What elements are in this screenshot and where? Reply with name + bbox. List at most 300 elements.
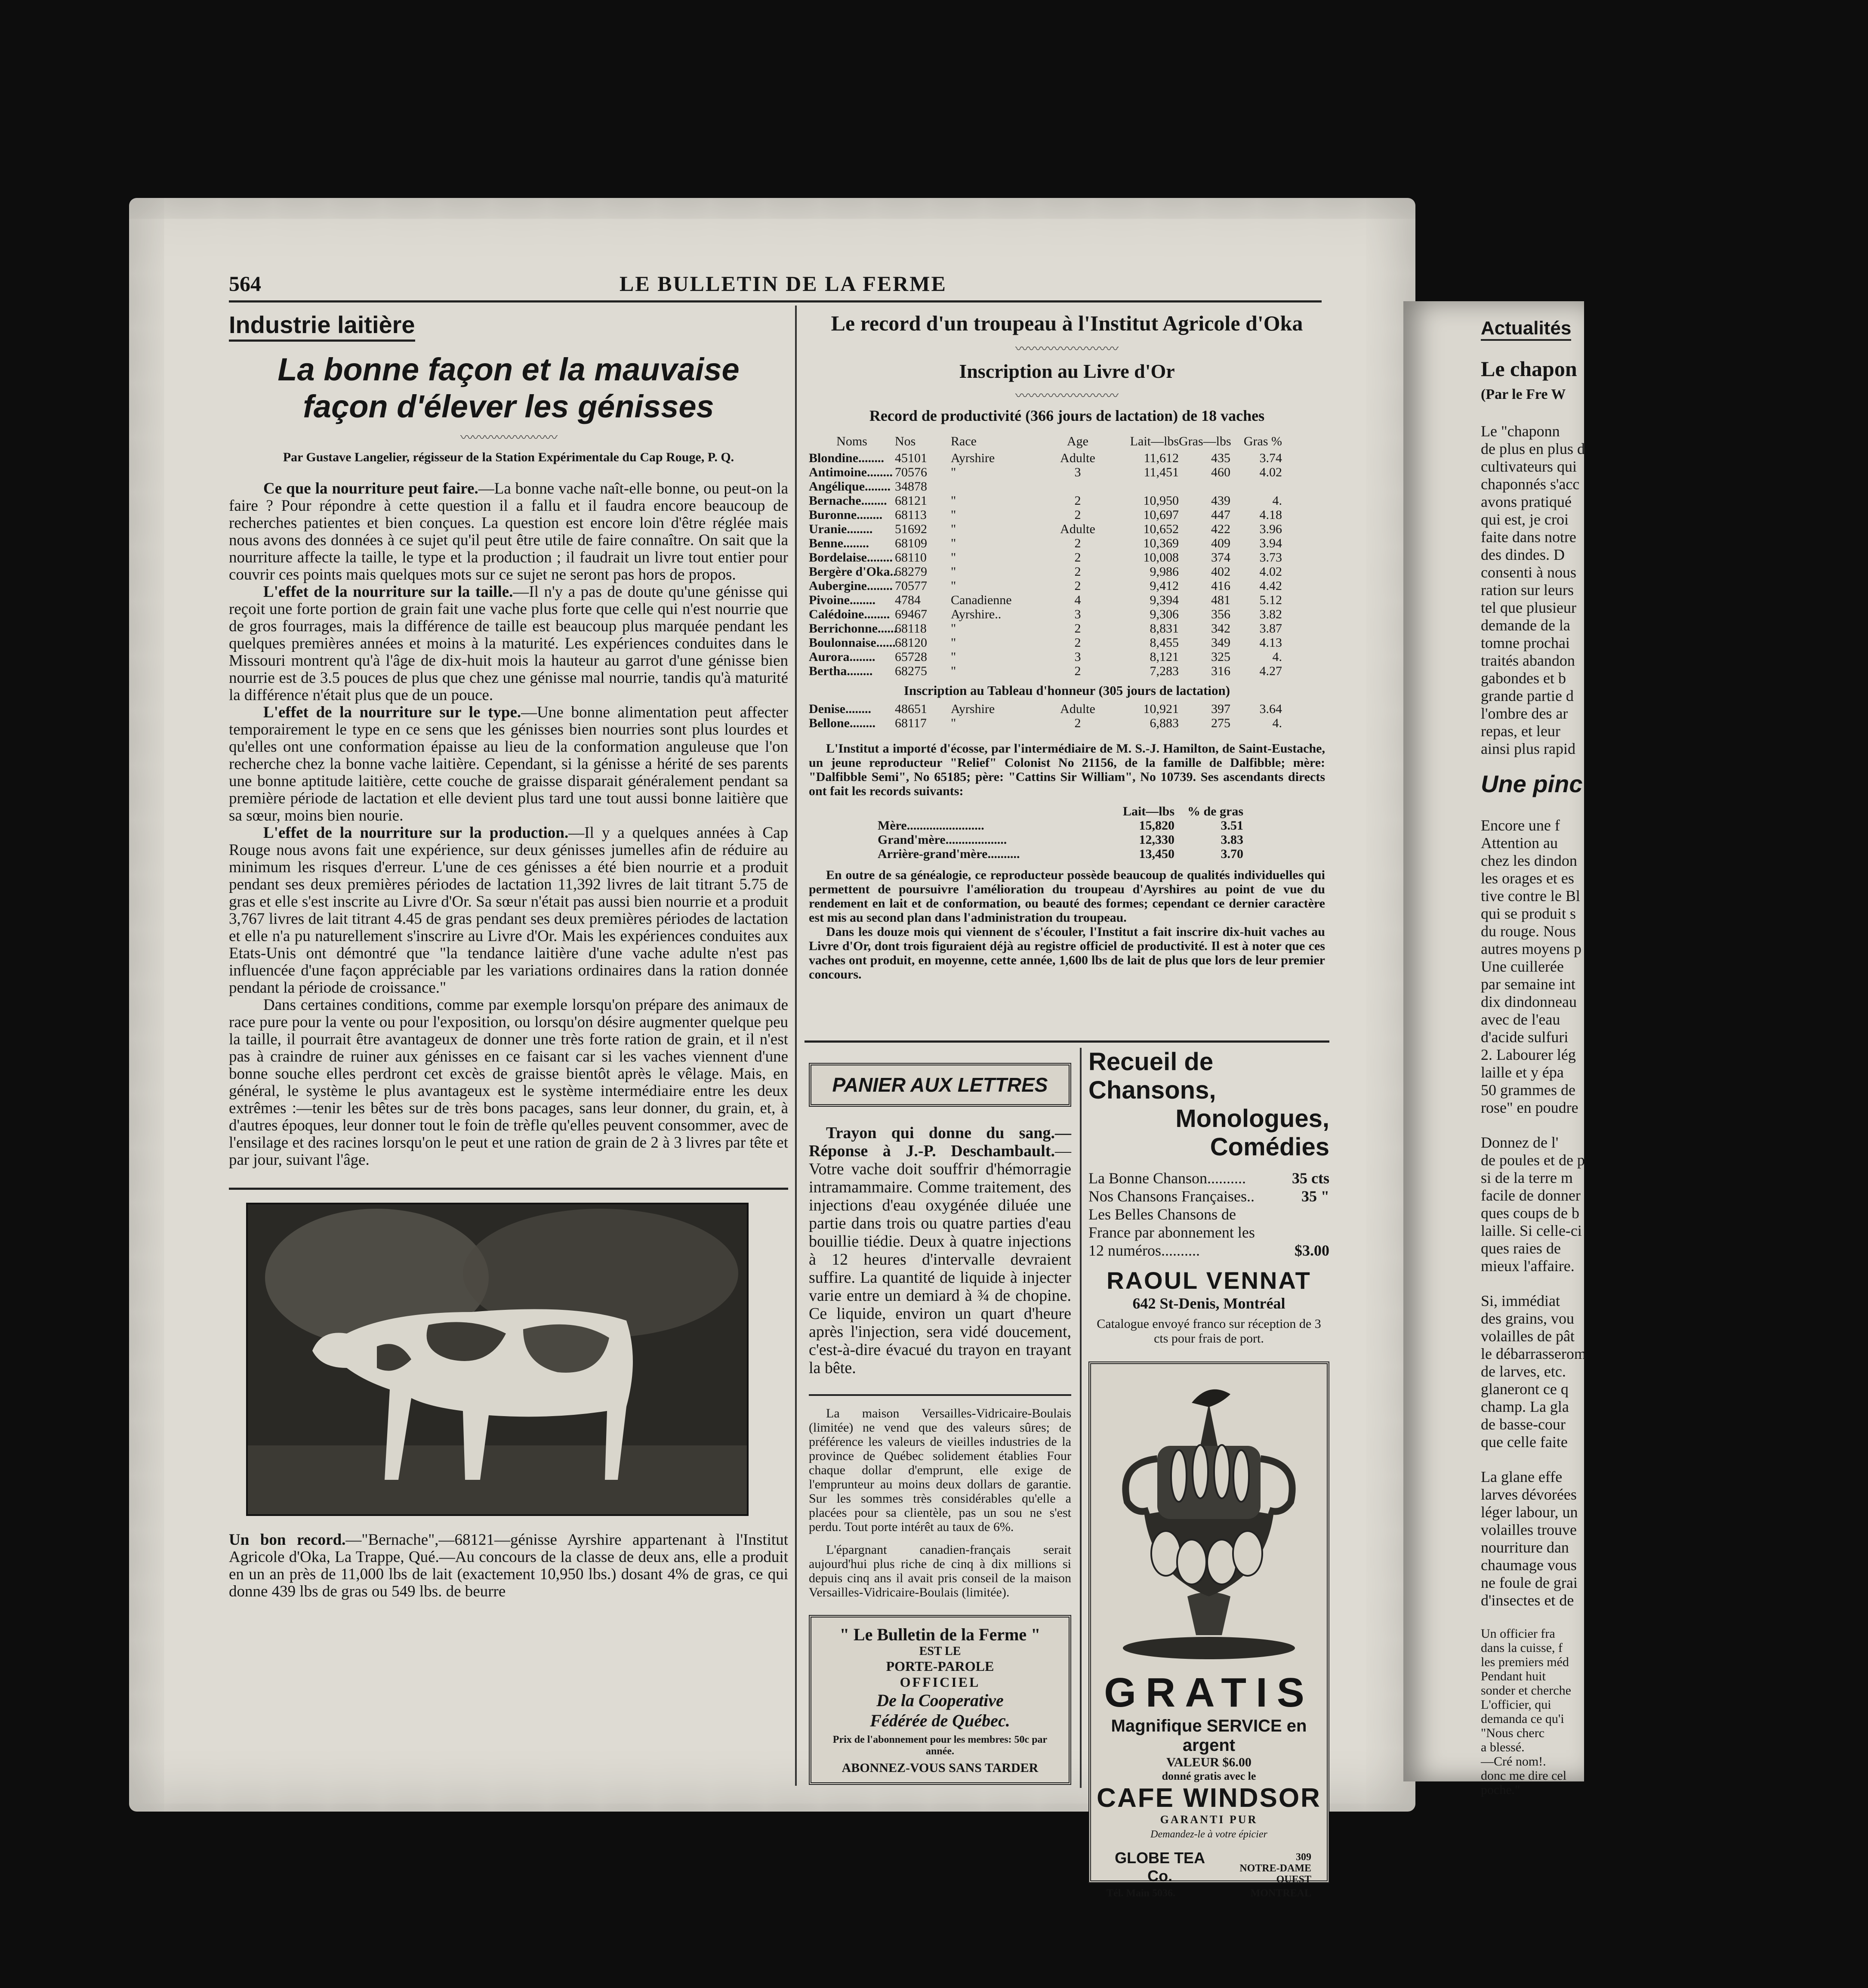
table-cell: Uranie........ xyxy=(809,522,873,536)
text-line: qui est, je croi xyxy=(1481,511,1569,528)
text-line: larves dévorées xyxy=(1481,1486,1577,1503)
table-cell: " xyxy=(951,508,956,522)
table-cell: 6,883 xyxy=(1150,716,1179,730)
table-row xyxy=(809,451,1325,465)
text-line: si de la terre m xyxy=(1481,1169,1573,1186)
windsor-ad xyxy=(1088,1361,1329,1899)
text-line: les premiers méd xyxy=(1481,1655,1569,1669)
table-cell: 4.02 xyxy=(1259,565,1282,579)
table-cell: 409 xyxy=(1211,536,1230,550)
ancestry-cell: Mère........................ xyxy=(878,818,984,833)
table-cell: " xyxy=(951,522,956,536)
table-cell: " xyxy=(951,494,956,508)
text-line: laille. Si celle-ci xyxy=(1481,1222,1582,1239)
table-cell: 2 xyxy=(1074,716,1081,730)
table-cell xyxy=(1179,479,1230,494)
ancestry-rows xyxy=(878,818,1325,861)
table-cell: 9,412 xyxy=(1150,579,1179,593)
table-cell: Bertha........ xyxy=(809,664,873,678)
text-line: poche." xyxy=(1481,1783,1520,1797)
table-cell: 69467 xyxy=(895,607,927,621)
text-line: laille et y épa xyxy=(1481,1064,1564,1081)
headline-line-2: façon d'élever les génisses xyxy=(303,389,714,424)
table-cell: 2 xyxy=(1074,664,1081,678)
table-cell xyxy=(1045,479,1110,494)
silver-service-icon xyxy=(1093,1373,1325,1665)
chansons-title-2: Monologues, Comédies xyxy=(1175,1105,1329,1161)
table-cell: Bordelaise........ xyxy=(809,550,893,565)
table-row xyxy=(809,465,1325,479)
ancestry-cell: 15,820 xyxy=(1139,818,1174,833)
table-cell: 316 xyxy=(1211,664,1230,678)
text-line: autres moyens p xyxy=(1481,940,1581,957)
table-cell: " xyxy=(951,465,956,479)
table-cell: 10,697 xyxy=(1143,508,1179,522)
text-line: L'officier, qui xyxy=(1481,1698,1551,1712)
table-cell: Adulte xyxy=(1060,702,1095,716)
table-cell: 10,008 xyxy=(1143,550,1179,565)
text-line: Donnez de l' xyxy=(1481,1134,1559,1151)
table-cell: 9,986 xyxy=(1150,565,1179,579)
table-cell: Ayrshire.. xyxy=(951,607,1002,621)
table-cell: 11,451 xyxy=(1144,465,1179,479)
text-line: de basse-cour xyxy=(1481,1416,1566,1433)
table-cell: 68121 xyxy=(895,494,927,508)
table-cell: 3 xyxy=(1074,465,1081,479)
paragraph: L'effet de la nourriture sur la production.—Il y a quelques années à Cap Rouge nous avons fait une expérience, sur deux génisses jumelles afin de réduire au minimum les risques d'erreur. L'une de ces génisses a été bien nourrie et a produit pendant ses deux premières périodes de lactation 11,392 livres de lait titrant 5.75 de gras et elle s'est inscrite au Livre d'Or. Sa sœur n'était pas aussi bien nourrie et a produit 3,767 livres de lait titrant 4.45 de gras pendant ses deux premières périodes de lactation et elle n'a pu naturellement s'inscrire au Livre d'Or. Mais les expériences conduites aux Etats-Unis ont démontré que "la tendance laitière d'une vache adulte n'est pas influencée d'une façon appréciable par les variations ordinaires dans la ration donnée pendant la période de croissance." xyxy=(229,824,788,997)
table-body xyxy=(809,451,1325,678)
cow-illustration xyxy=(248,1204,747,1514)
table-cell: 3.64 xyxy=(1259,702,1282,716)
text-line: chaumage vous xyxy=(1481,1556,1577,1574)
table-cell: 68279 xyxy=(895,565,927,579)
table-row xyxy=(809,579,1325,593)
honor-caption: Inscription au Tableau d'honneur (305 jours de lactation) xyxy=(903,683,1230,698)
company-row xyxy=(1091,1840,1327,1885)
panier-column xyxy=(809,1054,1071,1785)
table-cell: 7,283 xyxy=(1150,664,1179,678)
article-headline xyxy=(229,351,788,425)
honor-table-body xyxy=(809,702,1325,730)
facing-byline: (Par le Fre W xyxy=(1481,386,1566,402)
table-cell: 68275 xyxy=(895,664,927,678)
text-line: La glane effe xyxy=(1481,1468,1563,1485)
text-line: de poules et de p xyxy=(1481,1151,1585,1169)
ancestry-cell: 3.51 xyxy=(1221,818,1243,833)
value-line: VALEUR $6.00 xyxy=(1166,1755,1251,1769)
table-cell: 34878 xyxy=(895,479,927,494)
column-divider xyxy=(795,306,797,1786)
text-line: dans la cuisse, f xyxy=(1481,1641,1563,1655)
text-line: d'insectes et de xyxy=(1481,1592,1574,1609)
productivity-table xyxy=(809,434,1325,730)
table-cell: Denise........ xyxy=(809,702,871,716)
chansons-price-list xyxy=(1088,1169,1329,1259)
photo-caption: Un bon record.—"Bernache",—68121—génisse Ayrshire appartenant à l'Institut Agricole d'Oka, La Trappe, Qué.—Au concours de la classe de deux ans, elle a produit en un an près de 11,000 lbs de lait (exactement 10,950 lbs.) dosant 4% de gras, ce qui donne 439 lbs de gras ou 549 lbs. de beurre xyxy=(229,1531,788,1600)
section-label: Industrie laitière xyxy=(229,311,415,342)
ask-line: Demandez-le à votre épicier xyxy=(1150,1829,1267,1840)
text-line: avec de l'eau xyxy=(1481,1011,1560,1028)
text-line: volailles trouve xyxy=(1481,1521,1577,1538)
table-row xyxy=(809,550,1325,565)
text-line: a blessé. xyxy=(1481,1740,1525,1754)
panier-body: Trayon qui donne du sang.—Réponse à J.-P. Deschambault.—Votre vache doit souffrir d'hémorragie intramammaire. Comme traitement, des injections d'eau oxygénée diluée une partie dans trois ou quatre parties d'eau bouillie tiédie. Deux à quatre injections à 12 heures d'intervalle devraient suffire. La quantité de liquide à injecter varie entre un demiard à ¾ de chopine. Ce liquide, environ un quart d'heure après l'injection, sera vidé doucement, c'est-à-dire évacué du trayon en trayant la bête. xyxy=(809,1124,1071,1377)
text-line: ne foule de grai xyxy=(1481,1574,1578,1591)
article-byline: Par Gustave Langelier, régisseur de la Station Expérimentale du Cap Rouge, P. Q. xyxy=(283,450,734,464)
table-cell: 481 xyxy=(1211,593,1230,607)
page-folio: 564 xyxy=(229,272,261,296)
table-cell: 4.42 xyxy=(1259,579,1282,593)
table-cell: 4.27 xyxy=(1259,664,1282,678)
text-line: gabondes et b xyxy=(1481,670,1566,687)
text-line: traités abandon xyxy=(1481,652,1575,669)
newspaper-page xyxy=(129,198,1415,1899)
text-line: tomne prochai xyxy=(1481,634,1570,651)
table-cell: 68109 xyxy=(895,536,927,550)
versailles-notice-1: La maison Versailles-Vidricaire-Boulais (limitée) ne vend que des valeurs sûres; de préférence les valeurs de vieilles industries de la province de Québec solidement établies Four chaque dollar d'emprunt, elle exige de l'emprunteur au moins deux dollars de garantie. Sur les sommes très considérables qu'elle a placées pour sa clientèle, pas un sou ne s'est perdu. Tout porte intérêt au taux de 6%. xyxy=(809,1406,1071,1534)
bulletin-box-line: OFFICIEL xyxy=(900,1674,980,1690)
table-row xyxy=(809,664,1325,678)
text-line: ques raies de xyxy=(1481,1240,1561,1257)
facing-text-block xyxy=(1481,423,1868,758)
facing-text-block xyxy=(1481,817,1868,1117)
table-cell: 397 xyxy=(1211,702,1230,716)
table-cell: 4.13 xyxy=(1259,636,1282,650)
table-cell: 402 xyxy=(1211,565,1230,579)
company-address: 309 NOTRE-DAME OUEST xyxy=(1239,1852,1311,1885)
panier-rule xyxy=(809,1394,1071,1396)
text-line: ques coups de b xyxy=(1481,1204,1579,1222)
service-line: Magnifique SERVICE en argent xyxy=(1111,1716,1307,1755)
ancestry-row xyxy=(878,833,1325,847)
table-cell: 2 xyxy=(1074,636,1081,650)
table-header-row: Noms Nos Race Age Lait—lbs Gras—lbs Gras % xyxy=(836,434,1282,448)
table-cell: 10,950 xyxy=(1143,494,1179,508)
text-line: Si, immédiat xyxy=(1481,1292,1560,1309)
text-line: Un officier fra xyxy=(1481,1627,1555,1641)
text-line: 2. Labourer lég xyxy=(1481,1046,1576,1063)
table-cell: 4. xyxy=(1272,494,1282,508)
price-row: Nos Chansons Françaises.. 35 " xyxy=(1088,1188,1329,1205)
table-cell: 342 xyxy=(1211,621,1230,636)
table-cell xyxy=(1110,479,1179,494)
company-name: GLOBE TEA Co. xyxy=(1115,1849,1205,1885)
table-cell: 9,306 xyxy=(1150,607,1179,621)
table-cell: Benne........ xyxy=(809,536,869,550)
subscribe-call: ABONNEZ-VOUS SANS TARDER xyxy=(842,1761,1039,1775)
table-cell: Boulonnaise...... xyxy=(809,636,896,650)
table-cell: Aubergine........ xyxy=(809,579,893,593)
facing-text-block xyxy=(1481,1292,1868,1451)
versailles-notice-2: L'épargnant canadien-français serait aujourd'hui plus riche de cinq à dix millions si depuis cinq ans il avait pris conseil de la maison Versailles-Vidricaire-Boulais (limitée). xyxy=(809,1543,1071,1599)
ancestry-cell: 3.70 xyxy=(1221,847,1243,861)
table-cell: 460 xyxy=(1211,465,1230,479)
table-cell: Berrichonne...... xyxy=(809,621,897,636)
table-row xyxy=(809,593,1325,607)
table-cell: 4.18 xyxy=(1259,508,1282,522)
table-cell: 2 xyxy=(1074,621,1081,636)
table-cell: 275 xyxy=(1211,716,1230,730)
table-cell: 374 xyxy=(1211,550,1230,565)
table-cell: 422 xyxy=(1211,522,1230,536)
table-cell: 9,394 xyxy=(1150,593,1179,607)
facing-text-block xyxy=(1481,1468,1868,1609)
closing-paragraph-2: Dans les douze mois qui viennent de s'écouler, l'Institut a fait inscrire dix-huit vaches au Livre d'Or, dont trois figuraient déjà au registre officiel de productivité. Il est à noter que ces vaches ont produit, en moyenne, cette année, 1,600 lbs de lait de plus que lors de leur premier concours. xyxy=(809,925,1325,982)
table-cell: 325 xyxy=(1211,650,1230,664)
table-cell: 8,831 xyxy=(1150,621,1179,636)
table-cell: 3.82 xyxy=(1259,607,1282,621)
table-row xyxy=(809,479,1325,494)
chansons-ad xyxy=(1088,1048,1329,1899)
text-line: tive contre le Bl xyxy=(1481,887,1580,904)
bulletin-box xyxy=(809,1615,1071,1785)
table-cell: 2 xyxy=(1074,536,1081,550)
gratis-heading: GRATIS xyxy=(1104,1670,1314,1716)
ancestry-row xyxy=(878,818,1325,833)
oka-title: Le record d'un troupeau à l'Institut Agricole d'Oka xyxy=(831,311,1303,335)
table-cell: 356 xyxy=(1211,607,1230,621)
text-line: —Cré nom!. xyxy=(1481,1754,1546,1769)
facing-text-block xyxy=(1481,1627,1868,1797)
cow-photo xyxy=(246,1203,749,1516)
table-cell: " xyxy=(951,650,956,664)
text-line: Encore une f xyxy=(1481,817,1560,834)
table-cell: " xyxy=(951,550,956,565)
table-cell: 68120 xyxy=(895,636,927,650)
table-cell: 2 xyxy=(1074,508,1081,522)
text-line: qui se produit s xyxy=(1481,905,1576,922)
table-cell: Antimoine........ xyxy=(809,465,893,479)
top-rule xyxy=(229,300,1322,303)
table-cell xyxy=(1230,479,1282,494)
catalogue-note: Catalogue envoyé franco sur réception de 3 cts pour frais de port. xyxy=(1097,1317,1321,1346)
ancestry-header: Lait—lbs % de gras xyxy=(1122,804,1243,818)
table-cell: Adulte xyxy=(1060,522,1095,536)
ancestry-cell: Arrière-grand'mère.......... xyxy=(878,847,1020,861)
text-line: avons pratiqué xyxy=(1481,493,1572,510)
table-cell: Aurora........ xyxy=(809,650,875,664)
table-cell: 45101 xyxy=(895,451,927,465)
table-cell: 447 xyxy=(1211,508,1230,522)
table-cell: " xyxy=(951,536,956,550)
table-cell: 2 xyxy=(1074,550,1081,565)
text-line: "Nous cherc xyxy=(1481,1726,1545,1740)
text-line: chaponnés s'acc xyxy=(1481,475,1580,493)
table-cell: 435 xyxy=(1211,451,1230,465)
paragraph: L'effet de la nourriture sur la taille.—Il n'y a pas de doute qu'une génisse qui reçoit une forte portion de grain fait une vache plus forte que celle qui n'est nourrie que de gros fourrages, mais la différence de taille est beaucoup plus marquée pendant les quelques premières années et moins à la maturité. Les expériences conduites dans le Missouri montrent qu'à l'âge de dix-huit mois la hauteur au garrot d'une génisse bien nourrie est de 3.5 pouces de plus que chez une génisse mal nourrie, tandis qu'à maturité la différence n'était plus que de un pouce. xyxy=(229,583,788,704)
table-cell: 3.74 xyxy=(1259,451,1282,465)
text-line: demande de la xyxy=(1481,617,1570,634)
table-cell: Angélique........ xyxy=(809,479,891,494)
table-cell: 10,652 xyxy=(1143,522,1179,536)
text-line: glaneront ce q xyxy=(1481,1380,1569,1398)
table-cell: " xyxy=(951,716,956,730)
table-cell: 3.94 xyxy=(1259,536,1282,550)
text-line: par semaine int xyxy=(1481,975,1575,993)
text-line: l'ombre des ar xyxy=(1481,705,1568,722)
facing-headline: Le chapon xyxy=(1481,357,1577,381)
table-cell: 349 xyxy=(1211,636,1230,650)
left-column xyxy=(229,311,788,1600)
table-cell: 4 xyxy=(1074,593,1081,607)
text-line: chez les dindon xyxy=(1481,852,1577,869)
table-cell: 8,455 xyxy=(1150,636,1179,650)
running-head: LE BULLETIN DE LA FERME xyxy=(620,272,947,296)
price-row: Les Belles Chansons de France par abonnement les 12 numéros.......... $3.00 xyxy=(1088,1206,1329,1259)
text-line: Pendant huit xyxy=(1481,1669,1546,1683)
table-row xyxy=(809,636,1325,650)
text-line: mieux l'affaire. xyxy=(1481,1257,1575,1275)
paragraph: Ce que la nourriture peut faire.—La bonne vache naît-elle bonne, ou peut-on la faire ? Pour répondre à cette question il a fallu et il faudra encore beaucoup de recherches patientes et bien conçues. La question est encore loin d'être réglée mais nous avons des données à ce sujet qu'il peut être utile de faire connaître. On sait que la nourriture affecte la taille, le type et la production ; il faudrait un livre tout entier pour couvrir ces points mais quelques mots sur ce sujet ne seront pas hors de propos. xyxy=(229,480,789,583)
bulletin-box-line: Fédérée de Québec. xyxy=(870,1711,1010,1730)
closing-paragraph-1: En outre de sa généalogie, ce reproducteur possède beaucoup de qualités individuelles qui permettent de poursuivre l'amélioration du troupeau d'Ayrshires au point de vue du rendement en lait et de conformation, ou beauté des formes; cependant ce dernier caractère est mis au second plan dans l'administration du troupeau. xyxy=(809,868,1325,925)
table-cell: 68110 xyxy=(895,550,927,565)
text-line: léger labour, un xyxy=(1481,1503,1578,1521)
table-cell: 10,369 xyxy=(1143,536,1179,550)
phone-number: Tél. Main 5036. xyxy=(1107,1888,1175,1899)
table-cell xyxy=(951,479,1045,494)
ornament-divider: 〰〰〰〰〰〰〰〰 xyxy=(1015,342,1119,356)
panier-title-box xyxy=(809,1063,1071,1107)
text-line: grande partie d xyxy=(1481,687,1574,704)
bulletin-box-line: PORTE-PAROLE xyxy=(886,1658,994,1674)
text-line: les orages et es xyxy=(1481,870,1574,887)
table-row xyxy=(809,536,1325,550)
ornament-divider: 〰〰〰〰〰〰〰〰 xyxy=(1015,389,1119,403)
text-line: consenti à nous xyxy=(1481,564,1576,581)
text-line: de plus en plus d xyxy=(1481,440,1585,457)
text-line: demanda ce qu'i xyxy=(1481,1712,1564,1726)
text-line: cultivateurs qui xyxy=(1481,458,1577,475)
table-cell: 4.02 xyxy=(1259,465,1282,479)
table-cell: Bernache........ xyxy=(809,494,887,508)
ancestry-cell: 13,450 xyxy=(1139,847,1174,861)
table-row xyxy=(809,508,1325,522)
oka-article xyxy=(809,311,1325,982)
oka-subtitle: Inscription au Livre d'Or xyxy=(959,360,1175,382)
table-cell: Buronne........ xyxy=(809,508,883,522)
table-cell: Bergère d'Oka.. xyxy=(809,565,897,579)
table-cell: 3.87 xyxy=(1259,621,1282,636)
table-cell: Adulte xyxy=(1060,451,1095,465)
headline-line-1: La bonne façon et la mauvaise xyxy=(277,352,740,387)
bulletin-box-line: EST LE xyxy=(919,1645,961,1658)
table-cell: " xyxy=(951,664,956,678)
table-cell: 3 xyxy=(1074,650,1081,664)
text-line: ration sur leurs xyxy=(1481,581,1574,599)
text-line: Une cuillerée xyxy=(1481,958,1564,975)
table-row xyxy=(809,702,1325,716)
publisher-address: 642 St-Denis, Montréal xyxy=(1132,1295,1285,1312)
table-cell: " xyxy=(951,636,956,650)
publisher-name: RAOUL VENNAT xyxy=(1107,1267,1311,1294)
text-line: nourriture dan xyxy=(1481,1539,1569,1556)
text-line: dix dindonneau xyxy=(1481,993,1577,1010)
table-cell: 3.96 xyxy=(1259,522,1282,536)
table-cell: 68113 xyxy=(895,508,927,522)
table-cell: Blondine........ xyxy=(809,451,885,465)
ancestry-cell: 12,330 xyxy=(1139,833,1174,847)
table-cell: 2 xyxy=(1074,494,1081,508)
table-row xyxy=(809,565,1325,579)
chansons-title-1: Recueil de Chansons, xyxy=(1088,1048,1216,1104)
text-line: ainsi plus rapid xyxy=(1481,740,1575,757)
ornament-divider: 〰〰〰〰〰〰〰〰 xyxy=(460,431,557,445)
price-row: La Bonne Chanson.......... 35 cts xyxy=(1088,1170,1329,1187)
table-cell: 2 xyxy=(1074,565,1081,579)
facing-page xyxy=(1403,301,1586,1797)
table-cell: " xyxy=(951,621,956,636)
text-line: Attention au xyxy=(1481,834,1558,852)
table-cell: 4. xyxy=(1272,716,1282,730)
text-line: faite dans notre xyxy=(1481,528,1576,546)
table-cell: 10,921 xyxy=(1143,702,1179,716)
table-cell: Bellone........ xyxy=(809,716,875,730)
facing-column xyxy=(1481,301,1868,1797)
table-row xyxy=(809,494,1325,508)
text-line: 50 grammes de xyxy=(1481,1081,1575,1099)
text-line: du rouge. Nous xyxy=(1481,923,1576,940)
ancestry-cell: 3.83 xyxy=(1221,833,1243,847)
bulletin-box-title: " Le Bulletin de la Ferme " xyxy=(839,1625,1041,1644)
table-cell: 3 xyxy=(1074,607,1081,621)
table-cell: 2 xyxy=(1074,579,1081,593)
table-cell: 68118 xyxy=(895,621,927,636)
table-cell: Canadienne xyxy=(951,593,1012,607)
table-cell: 51692 xyxy=(895,522,927,536)
column-divider xyxy=(1080,1048,1082,1788)
table-row xyxy=(809,716,1325,730)
mid-rule xyxy=(805,1040,1329,1043)
table-cell: " xyxy=(951,579,956,593)
table-cell: Calédoine........ xyxy=(809,607,890,621)
text-line: le débarrasserom xyxy=(1481,1345,1586,1362)
text-line: donc me dire cel xyxy=(1481,1769,1567,1783)
table-row xyxy=(809,650,1325,664)
table-caption: Record de productivité (366 jours de lactation) de 18 vaches xyxy=(869,407,1265,424)
table-cell: 416 xyxy=(1211,579,1230,593)
table-cell: 11,612 xyxy=(1144,451,1179,465)
phone-row xyxy=(1091,1885,1327,1899)
text-line: que celle faite xyxy=(1481,1433,1568,1451)
brand-name: CAFE WINDSOR xyxy=(1097,1783,1321,1813)
table-cell: 48651 xyxy=(895,702,927,716)
text-line: d'acide sulfuri xyxy=(1481,1028,1569,1046)
bulletin-box-line: Prix de l'abonnement pour les membres: 50c par année. xyxy=(832,1734,1048,1757)
table-cell: 3.73 xyxy=(1259,550,1282,565)
text-line: des dindes. D xyxy=(1481,546,1565,563)
guarantee-line: GARANTI PUR xyxy=(1160,1813,1258,1826)
table-cell: 65728 xyxy=(895,650,927,664)
text-line: repas, et leur xyxy=(1481,722,1560,740)
table-cell: 5.12 xyxy=(1259,593,1282,607)
ancestry-cell: Grand'mère................... xyxy=(878,833,1007,847)
text-line: des grains, vou xyxy=(1481,1310,1574,1327)
bulletin-box-line: De la Cooperative xyxy=(876,1691,1004,1710)
import-text: L'Institut a importé d'écosse, par l'intermédiaire de M. S.-J. Hamilton, de Saint-Eustache, un jeune reproducteur "Relief" Colonist No 21156, de la famille de Dalfibble; mère: "Dalfibble Semi", No 65185; père: "Cattins Sir William", No 10739. Ses ascendants directs ont fait les records suivants: xyxy=(809,741,1325,798)
ancestry-table xyxy=(878,804,1325,861)
photo-top-rule xyxy=(229,1188,788,1190)
table-row xyxy=(809,621,1325,636)
paragraph: L'effet de la nourriture sur le type.—Une bonne alimentation peut affecter temporairement le type en ce sens que les génisses bien nourries sont plus lourdes et qu'elles ont une conformation épaisse au lieu de la conformation anguleuse que l'on recherche chez la bonne vache laitière. Cependant, si la génisse a hérité de ses parents une bonne aptitude laitière, cette couche de graisse disparait généralement pendant sa première période de lactation et elle devient plus tard une tout aussi bonne laitière que sa sœur, moins bien nourie. xyxy=(229,704,788,824)
paragraph: Dans certaines conditions, comme par exemple lorsqu'on prépare des animaux de race pure pour la vente ou pour l'exposition, ou lorsqu'on désire augmenter quelque peu la taille, il pourrait être avantageux de donner une très forte ration de grain, et il n'est pas à craindre de ruiner aux génisses en ce faisant car si les vaches viennent d'une bonne souche elles perdront cet excès de graisse bientôt après le vêlage. Mais, en général, le système le plus avantageux est le système intermédiaire entre les deux extrêmes :—tenir les bêtes sur de très bons pacages, sans leur donner, du grain, et, à d'autres époques, leur donner tout le foin de trèfle qu'elles peuvent consommer, avec de l'ensilage et des racines lorsqu'on le peut et une ration de grain de 2 à 3 livres par tête et par jour, suivant l'âge. xyxy=(229,996,788,1169)
table-cell: 4. xyxy=(1272,650,1282,664)
text-line: facile de donner xyxy=(1481,1187,1581,1204)
table-cell: 439 xyxy=(1211,494,1230,508)
facing-section: Actualités xyxy=(1481,318,1571,341)
table-cell: 70576 xyxy=(895,465,927,479)
table-cell: 4784 xyxy=(895,593,921,607)
